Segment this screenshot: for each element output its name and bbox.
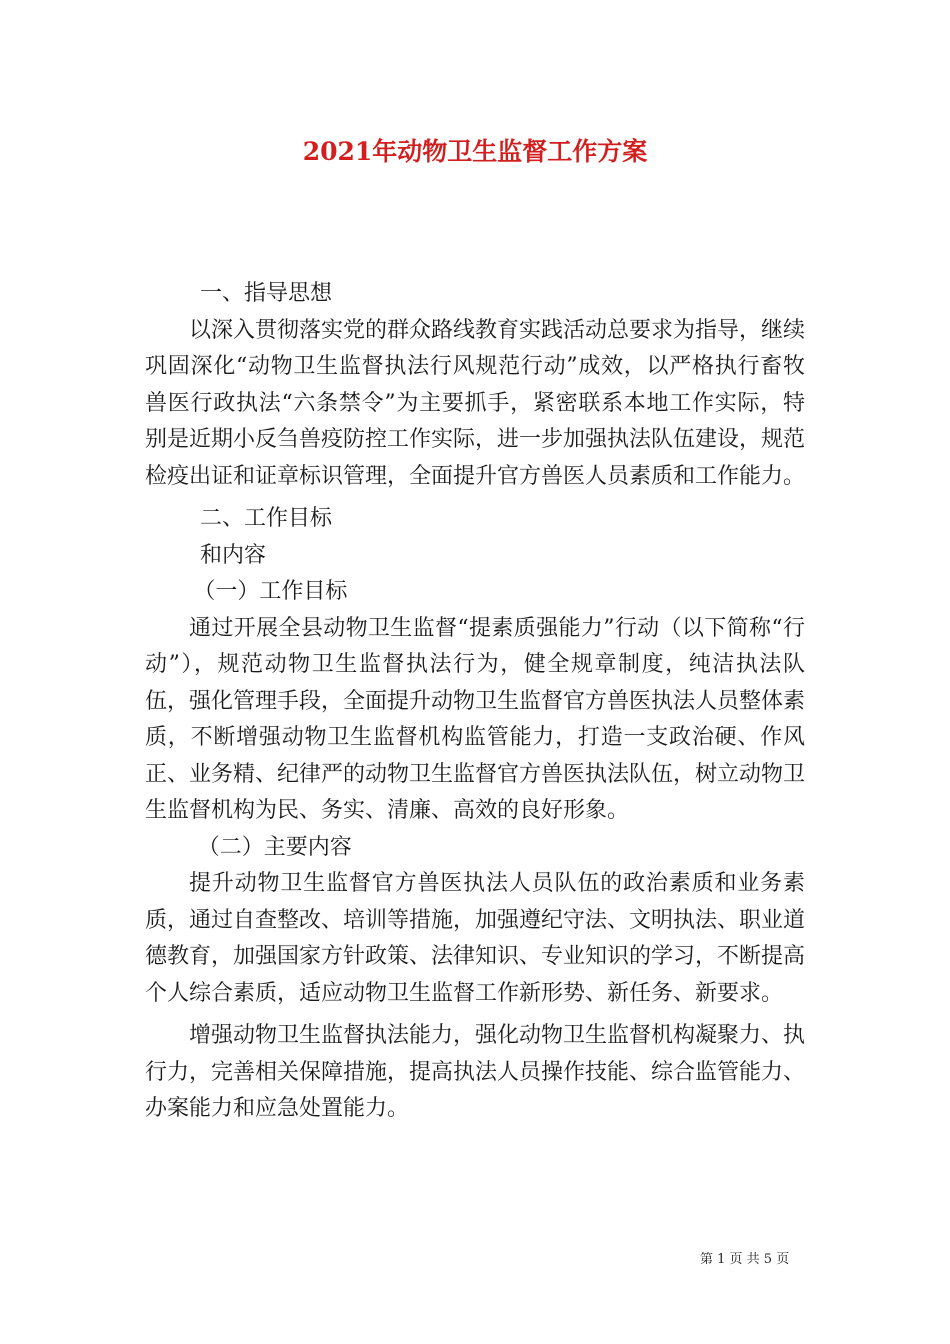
paragraph-main-content-1: 提升动物卫生监督官方兽医执法人员队伍的政治素质和业务素质，通过自查整改、培训等措施，加强遵纪守法、文明执法、职业道德教育，加强国家方针政策、法律知识、专业知识的学习，不断提高个人综合素质，适应动物卫生监督工作新形势、新任务、新要求。 <box>145 871 806 1006</box>
section-heading-work-goals-continued: 和内容 <box>200 542 267 568</box>
paragraph-guiding-ideology: 以深入贯彻落实党的群众路线教育实践活动总要求为指导，继续巩固深化“动物卫生监督执法行风规范行动”成效，以严格执行畜牧兽医行政执法“六条禁令”为主要抓手，紧密联系本地工作实际，特别是近期小反刍兽疫防控工作实际，进一步加强执法队伍建设，规范检疫出证和证章标识管理，全面提升官方兽医人员素质和工作能力。 <box>145 317 806 489</box>
paragraph-main-content-2: 增强动物卫生监督执法能力，强化动物卫生监督机构凝聚力、执行力，完善相关保障措施，提高执法人员操作技能、综合监管能力、办案能力和应急处置能力。 <box>145 1023 806 1121</box>
page-number: 第 1 页 共 5 页 <box>700 1252 790 1267</box>
section-heading-work-goals: 二、工作目标 <box>200 506 333 531</box>
section-heading-guiding-ideology: 一、指导思想 <box>200 281 333 306</box>
paragraph-goals: 通过开展全县动物卫生监督“提素质强能力”行动（以下简称“行动”），规范动物卫生监督执法行为，健全规章制度，纯洁执法队伍，强化管理手段，全面提升动物卫生监督官方兽医执法人员整体素质，不断增强动物卫生监督机构监管能力，打造一支政治硬、作风正、业务精、纪律严的动物卫生监督官方兽医执法队伍，树立动物卫生监督机构为民、务实、清廉、高效的良好形象。 <box>145 615 806 823</box>
document-body <box>145 276 805 1128</box>
subsection-heading-goals: （一）工作目标 <box>193 579 348 604</box>
subsection-heading-main-content: （二）主要内容 <box>197 834 352 860</box>
document-title: 2021年动物卫生监督工作方案 <box>302 137 648 166</box>
